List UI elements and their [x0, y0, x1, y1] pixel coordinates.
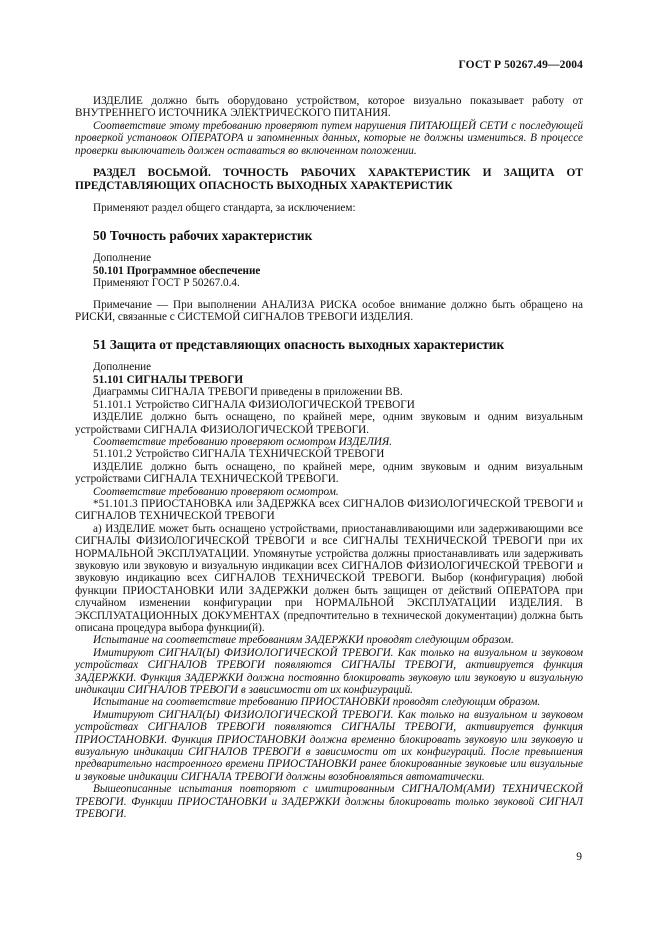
note: Примечание — При выполнении АНАЛИЗА РИСКА особое внимание должно быть обращено на РИСКИ, связанные с СИСТЕМОЙ СИГНАЛОВ ТРЕВОГИ ИЗДЕЛИЯ.	[75, 298, 583, 324]
paragraph: ИЗДЕЛИЕ должно быть оснащено, по крайней мере, одним звуковым и одним визуальным устройствами СИГНАЛА ТЕХНИЧЕСКОЙ ТРЕВОГИ.	[75, 460, 583, 486]
paragraph: Применяют раздел общего стандарта, за исключением:	[93, 202, 356, 215]
paragraph: ИЗДЕЛИЕ должно быть оборудовано устройством, которое визуально показывает работу от ВНУТРЕННЕГО ИСТОЧНИКА ЭЛЕКТРИЧЕСКОГО ПИТАНИЯ.	[75, 95, 583, 120]
test-note: Имитируют СИГНАЛ(Ы) ФИЗИОЛОГИЧЕСКОЙ ТРЕВОГИ. Как только на визуальном и звуковом устройствах СИГНАЛОВ ТРЕВОГИ появляются СИГНАЛЫ ТРЕВОГИ, активируется функция ПРИОСТАНОВКИ. Функция ПРИОСТАНОВКИ должна временно блокировать звуковую или звуковую и визуальную индикации СИГНАЛОВ ТРЕВОГИ в зависимости от их конфигураций. После превышения предварительно настроенного времени ПРИОСТАНОВКИ ранее блокированные звуковые или визуальные и звуковые индикации СИГНАЛА ТРЕВОГИ должны возобновляться автоматически.	[75, 708, 583, 783]
paragraph: Дополнение	[93, 252, 152, 265]
clause-heading-51: 51 Защита от представляющих опасность выходных характеристик	[93, 337, 505, 353]
subclause-heading: 51.101 СИГНАЛЫ ТРЕВОГИ	[93, 373, 244, 386]
clause-heading-50: 50 Точность рабочих характеристик	[93, 228, 313, 244]
standard-header: ГОСТ Р 50267.49—2004	[458, 59, 583, 71]
compliance-note: Соответствие требованию проверяют осмотром.	[93, 485, 339, 498]
test-note: Имитируют СИГНАЛ(Ы) ФИЗИОЛОГИЧЕСКОЙ ТРЕВОГИ. Как только на визуальном и звуковом устройствах СИГНАЛОВ ТРЕВОГИ появляются СИГНАЛЫ ТРЕВОГИ, активируется функция ЗАДЕРЖКИ. Функция ЗАДЕРЖКИ должна постоянно блокировать звуковую или звуковую и визуальную индикации СИГНАЛОВ ТРЕВОГИ в зависимости от их конфигураций.	[75, 646, 583, 697]
paragraph: 51.101.2 Устройство СИГНАЛА ТЕХНИЧЕСКОЙ ТРЕВОГИ	[93, 448, 385, 461]
test-note: Испытание на соответствие требованиям ЗАДЕРЖКИ проводят следующим образом.	[93, 634, 514, 647]
section-heading: РАЗДЕЛ ВОСЬМОЙ. ТОЧНОСТЬ РАБОЧИХ ХАРАКТЕРИСТИК И ЗАЩИТА ОТ ПРЕДСТАВЛЯЮЩИХ ОПАСНОСТЬ ВЫХОДНЫХ ХАРАКТЕРИСТИК	[75, 167, 583, 193]
document-body	[75, 95, 583, 821]
paragraph: 51.101.1 Устройство СИГНАЛА ФИЗИОЛОГИЧЕСКОЙ ТРЕВОГИ	[93, 398, 415, 411]
page-number: 9	[576, 851, 582, 863]
paragraph: Диаграммы СИГНАЛА ТРЕВОГИ приведены в приложении ВВ.	[93, 386, 403, 399]
paragraph: а) ИЗДЕЛИЕ может быть оснащено устройствами, приостанавливающими или задерживающими все СИГНАЛЫ ФИЗИОЛОГИЧЕСКОЙ ТРЕВОГИ и все СИГНАЛЫ ТЕХНИЧЕСКОЙ ТРЕВОГИ при их НОРМАЛЬНОЙ ЭКСПЛУАТАЦИИ. Упомянутые устройства должны приостанавливать или задерживать звуковую или звуковую и визуальную индикации всех СИГНАЛОВ ФИЗИОЛОГИЧЕСКОЙ ТРЕВОГИ и звуковую индикацию всех СИГНАЛОВ ТЕХНИЧЕСКОЙ ТРЕВОГИ. Выбор (конфигурация) любой функции ПРИОСТАНОВКИ ИЛИ ЗАДЕРЖКИ должен быть защищен от действий ОПЕРАТОРА при случайном изменении конфигурации при НОРМАЛЬНОЙ ЭКСПЛУАТАЦИИ ИЗДЕЛИЯ. В ЭКСПЛУАТАЦИОННЫХ ДОКУМЕНТАХ (предпочтительно в технической документации) должна быть описана процедура выбора функции(й).	[75, 522, 583, 634]
compliance-note: Соответствие этому требованию проверяют путем нарушения ПИТАЮЩЕЙ СЕТИ с последующей проверкой установок ОПЕРАТОРА и запомненных данных, которые не должны измениться. В процессе проверки выключатель должен оставаться во включенном положении.	[75, 119, 583, 157]
paragraph: *51.101.3 ПРИОСТАНОВКА или ЗАДЕРЖКА всех СИГНАЛОВ ФИЗИОЛОГИЧЕСКОЙ ТРЕВОГИ и СИГНАЛОВ ТЕХНИЧЕСКОЙ ТРЕВОГИ	[75, 497, 583, 523]
test-note: Вышеописанные испытания повторяют с имитированным СИГНАЛОМ(АМИ) ТЕХНИЧЕСКОЙ ТРЕВОГИ. Функции ПРИОСТАНОВКИ и ЗАДЕРЖКИ должны блокировать только звуковой СИГНАЛ ТРЕВОГИ.	[75, 783, 583, 821]
test-note: Испытание на соответствие требованию ПРИОСТАНОВКИ проводят следующим образом.	[93, 696, 541, 709]
paragraph: Применяют ГОСТ Р 50267.0.4.	[93, 277, 240, 290]
subclause-heading: 50.101 Программное обеспечение	[93, 264, 261, 277]
paragraph: Дополнение	[93, 361, 152, 374]
compliance-note: Соответствие требованию проверяют осмотром ИЗДЕЛИЯ.	[93, 435, 393, 448]
paragraph: ИЗДЕЛИЕ должно быть оснащено, по крайней мере, одним звуковым и одним визуальным устройствами СИГНАЛА ФИЗИОЛОГИЧЕСКОЙ ТРЕВОГИ.	[75, 411, 583, 436]
